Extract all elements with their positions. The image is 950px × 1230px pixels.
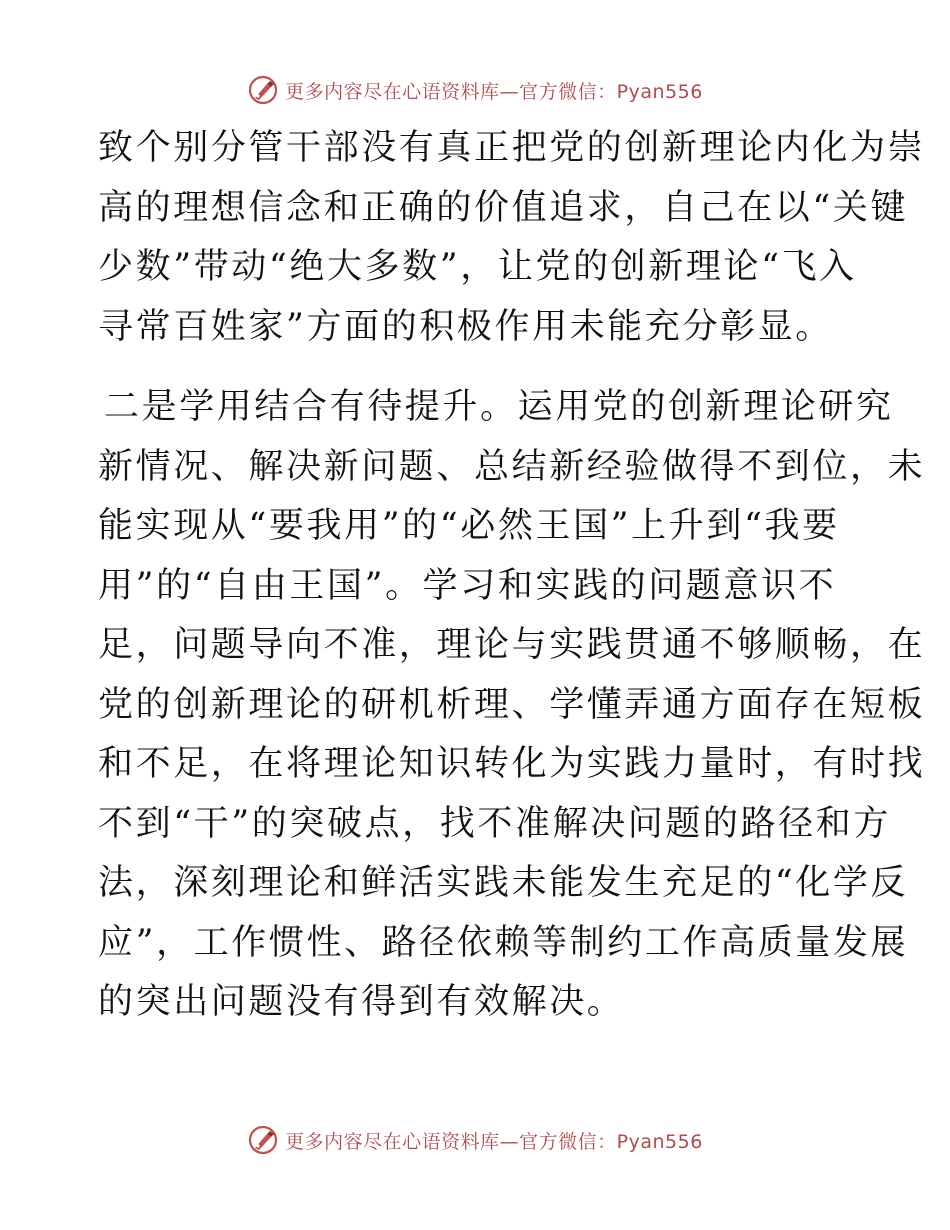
- text-line: 党的创新理论的研机析理、学懂弄通方面存在短板: [98, 684, 926, 725]
- footer-banner-text: 更多内容尽在心语资料库—官方微信：Pyan556: [285, 1130, 703, 1153]
- document-body: [98, 119, 926, 1033]
- header-banner-text: 更多内容尽在心语资料库—官方微信：Pyan556: [285, 80, 703, 103]
- pen-emblem-icon: [247, 1124, 279, 1156]
- text-line: 法，深刻理论和鲜活实践未能发生充足的“化学反: [98, 863, 909, 903]
- footer-banner: [0, 1120, 950, 1160]
- text-line: 不到“干”的突破点，找不准解决问题的路径和方: [98, 803, 891, 844]
- text-line: 能实现从“要我用”的“必然王国”上升到“我要: [98, 506, 840, 546]
- text-line: 致个别分管干部没有真正把党的创新理论内化为崇: [98, 128, 926, 168]
- pen-emblem-icon: [247, 74, 279, 106]
- paragraph-2: [98, 378, 926, 1033]
- text-line: 应”，工作惯性、路径依赖等制约工作高质量发展: [98, 922, 909, 963]
- text-line: 和不足，在将理论知识转化为实践力量时，有时找: [98, 744, 926, 784]
- text-line: 的突出问题没有得到有效解决。: [98, 982, 625, 1022]
- text-line: 足，问题导向不准，理论与实践贯通不够顺畅，在: [98, 625, 926, 665]
- text-line: 二是学用结合有待提升。运用党的创新理论研究: [104, 387, 894, 427]
- text-line: 高的理想信念和正确的价值追求，自己在以“关键: [98, 187, 909, 228]
- paragraph-1: [98, 119, 926, 357]
- paragraph-spacer: [98, 357, 858, 378]
- text-line: 新情况、解决新问题、总结新经验做得不到位，未: [98, 446, 926, 487]
- text-line: 少数”带动“绝大多数”，让党的创新理论“飞入: [98, 247, 857, 287]
- text-line: 用”的“自由王国”。学习和实践的问题意识不: [98, 565, 837, 606]
- text-line: 寻常百姓家”方面的积极作用未能充分彰显。: [98, 306, 833, 347]
- header-banner: [0, 70, 950, 110]
